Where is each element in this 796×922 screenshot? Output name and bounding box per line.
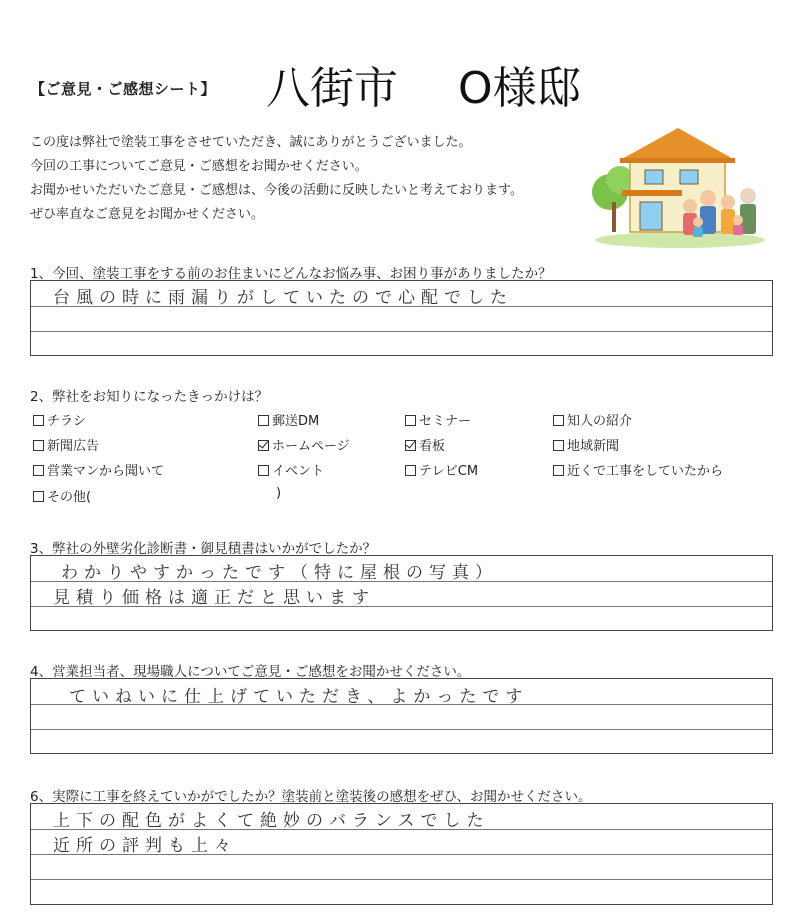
- question-3: 3、弊社の外壁劣化診断書・御見積書はいかがでしたか？: [30, 541, 377, 557]
- intro-line: この度は弊社で塗装工事をさせていただき、誠にありがとうございました。: [30, 135, 472, 150]
- answer-box-4[interactable]: [30, 678, 773, 754]
- checkbox[interactable]: [405, 465, 416, 476]
- checkbox-checked[interactable]: [405, 440, 416, 451]
- question-2: 2、弊社をお知りになったきっかけは？: [30, 389, 269, 405]
- checkbox-checked[interactable]: [258, 440, 269, 451]
- option-nearby-work[interactable]: 近くで工事をしていたから: [553, 460, 723, 479]
- customer-name: O様邸: [458, 63, 581, 114]
- checkbox[interactable]: [553, 465, 564, 476]
- option-seminar[interactable]: セミナー: [405, 410, 471, 429]
- handwritten-answer: わかりやすかったです（特に屋根の写真）: [61, 563, 498, 583]
- customer-city: 八街市: [266, 63, 398, 114]
- option-other-close: ): [276, 486, 282, 501]
- intro-line: ぜひ率直なご意見をお聞かせください。: [30, 207, 265, 222]
- house-family-illustration: [590, 122, 770, 252]
- option-homepage[interactable]: ホームページ: [258, 435, 350, 454]
- option-newspaper-ad[interactable]: 新聞広告: [33, 435, 99, 454]
- intro-line: 今回の工事についてご意見・ご感想をお聞かせください。: [30, 159, 368, 174]
- question-1: 1、今回、塗装工事をする前のお住まいにどんなお悩み事、お困り事がありましたか？: [30, 266, 552, 282]
- checkbox[interactable]: [553, 440, 564, 451]
- option-signboard[interactable]: 看板: [405, 435, 445, 454]
- handwritten-answer: 上下の配色がよくて絶妙のバランスでした: [53, 811, 490, 831]
- option-event[interactable]: イベント: [258, 460, 324, 479]
- checkbox[interactable]: [33, 440, 44, 451]
- option-chirashi[interactable]: チラシ: [33, 410, 86, 429]
- checkbox[interactable]: [258, 415, 269, 426]
- option-referral[interactable]: 知人の紹介: [553, 410, 632, 429]
- option-local-newspaper[interactable]: 地域新聞: [553, 435, 619, 454]
- checkbox[interactable]: [553, 415, 564, 426]
- checkbox[interactable]: [33, 415, 44, 426]
- option-tv-cm[interactable]: テレビCM: [405, 460, 478, 479]
- question-6: 6、実際に工事を終えていかがでしたか？塗装前と塗装後の感想をぜひ、お聞かせください。: [30, 789, 592, 805]
- checkbox[interactable]: [33, 465, 44, 476]
- intro-text: [30, 131, 523, 227]
- customer-heading: [266, 52, 581, 116]
- handwritten-answer: ていねいに仕上げていただき、よかったです: [69, 687, 529, 707]
- checkbox[interactable]: [258, 465, 269, 476]
- question-4: 4、営業担当者、現場職人についてご意見・ご感想をお聞かせください。: [30, 664, 471, 680]
- answer-box-6[interactable]: [30, 803, 773, 905]
- handwritten-answer: 見積り価格は適正だと思います: [53, 588, 375, 608]
- intro-line: お聞かせいただいたご意見・ご感想は、今後の活動に反映したいと考えております。: [30, 183, 523, 198]
- option-mail-dm[interactable]: 郵送DM: [258, 410, 319, 429]
- answer-box-1[interactable]: [30, 280, 773, 356]
- option-salesperson[interactable]: 営業マンから聞いて: [33, 460, 164, 479]
- answer-box-3[interactable]: [30, 555, 773, 631]
- checkbox[interactable]: [33, 491, 44, 502]
- handwritten-answer: 近所の評判も上々: [53, 836, 237, 856]
- option-other[interactable]: その他(: [33, 486, 91, 505]
- handwritten-answer: 台風の時に雨漏りがしていたので心配でした: [53, 288, 513, 308]
- sheet-title: 【ご意見・ご感想シート】: [30, 80, 217, 98]
- checkbox[interactable]: [405, 415, 416, 426]
